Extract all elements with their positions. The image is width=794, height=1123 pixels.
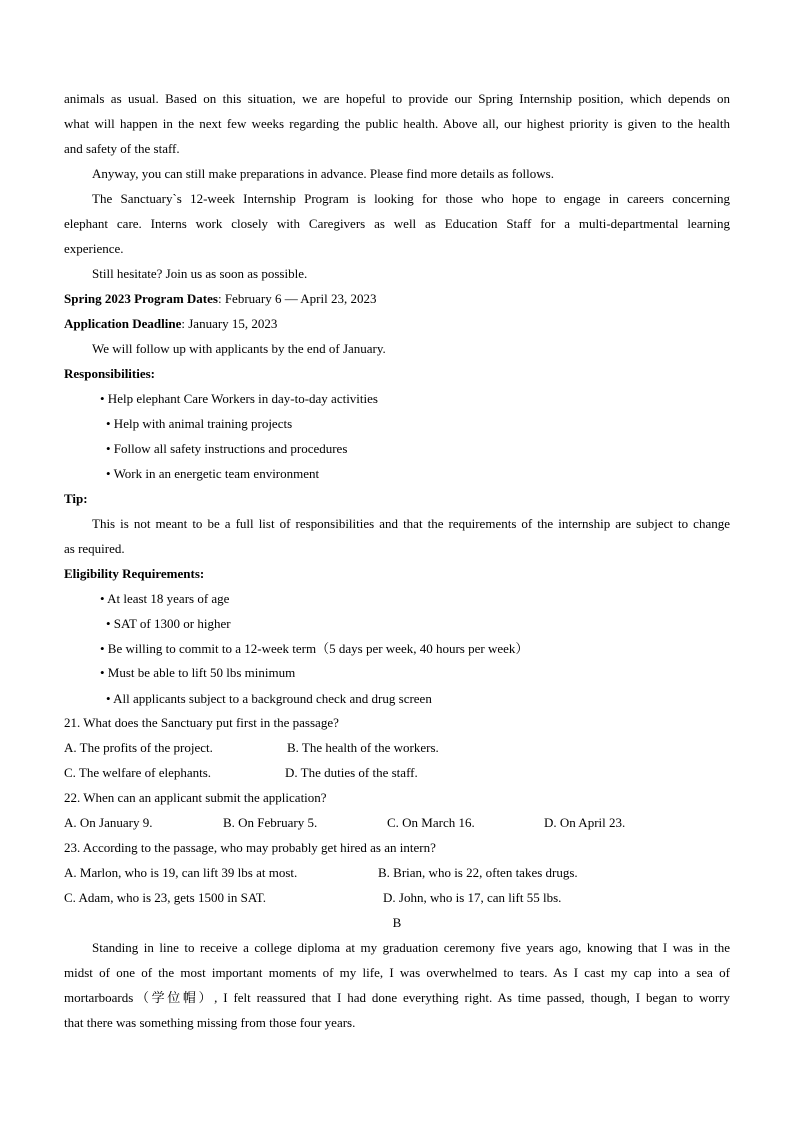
answer-option: D. On April 23.: [544, 815, 626, 830]
answer-option: D. John, who is 17, can lift 55 lbs.: [383, 890, 562, 905]
paragraph-line: Still hesitate? Join us as soon as possible.: [92, 266, 308, 281]
paragraph-line: midst of one of the most important moments of my life, I was overwhelmed to tears. As I cast my cap into a sea of: [64, 965, 730, 980]
answer-option: C. The welfare of elephants.: [64, 765, 212, 780]
deadline-value: : January 15, 2023: [181, 316, 278, 331]
eligibility-heading: Eligibility Requirements:: [64, 566, 205, 581]
answer-option: A. The profits of the project.: [64, 740, 213, 755]
list-item: • Work in an energetic team environment: [106, 466, 320, 481]
paragraph-line: mortarboards（学位帽）, I felt reassured that I had done everything right. As time passed, though, I began to worry: [64, 990, 730, 1005]
list-item: • All applicants subject to a background check and drug screen: [106, 691, 432, 706]
answer-option: D. The duties of the staff.: [285, 765, 418, 780]
paragraph-line: and safety of the staff.: [64, 141, 180, 156]
question-stem: 21. What does the Sanctuary put first in the passage?: [64, 715, 339, 730]
section-heading: [64, 366, 730, 382]
paragraph-line: what will happen in the next few weeks regarding the public health. Above all, our highest priority is given to the health: [64, 116, 730, 131]
list-item: • At least 18 years of age: [100, 591, 230, 606]
answer-option: C. Adam, who is 23, gets 1500 in SAT.: [64, 890, 266, 905]
tip-heading: Tip:: [64, 491, 88, 506]
responsibilities-heading: Responsibilities:: [64, 366, 156, 381]
list-item: • Be willing to commit to a 12-week term（5 days per week, 40 hours per week）: [100, 641, 529, 656]
deadline-label: Application Deadline: [64, 316, 182, 331]
paragraph-line: Anyway, you can still make preparations in advance. Please find more details as follows.: [92, 166, 554, 181]
paragraph-line: This is not meant to be a full list of responsibilities and that the requirements of the internship are subject to change: [92, 516, 730, 531]
program-dates-value: : February 6 — April 23, 2023: [217, 291, 377, 306]
section-label: B: [392, 915, 402, 930]
follow-up-line: We will follow up with applicants by the end of January.: [92, 341, 386, 356]
paragraph-line: The Sanctuary`s 12-week Internship Program is looking for those who hope to engage in careers concerning: [92, 191, 730, 206]
answer-option: C. On March 16.: [387, 815, 475, 830]
program-dates-line: [64, 291, 730, 307]
list-item: • Follow all safety instructions and procedures: [106, 441, 348, 456]
section-heading: [64, 491, 730, 507]
list-item: • Help elephant Care Workers in day-to-day activities: [100, 391, 378, 406]
paragraph-line: as required.: [64, 541, 125, 556]
question-stem: 22. When can an applicant submit the application?: [64, 790, 327, 805]
answer-option: B. On February 5.: [223, 815, 318, 830]
paragraph-line: that there was something missing from those four years.: [64, 1015, 356, 1030]
answer-option: B. The health of the workers.: [287, 740, 439, 755]
paragraph-line: Standing in line to receive a college diploma at my graduation ceremony five years ago, knowing that I was in the: [92, 940, 730, 955]
answer-option: A. On January 9.: [64, 815, 153, 830]
deadline-line: [64, 316, 730, 332]
program-dates-label: Spring 2023 Program Dates: [64, 291, 218, 306]
question-stem: 23. According to the passage, who may probably get hired as an intern?: [64, 840, 436, 855]
list-item: • SAT of 1300 or higher: [106, 616, 231, 631]
list-item: • Must be able to lift 50 lbs minimum: [100, 665, 296, 680]
answer-option: A. Marlon, who is 19, can lift 39 lbs at most.: [64, 865, 298, 880]
paragraph-line: elephant care. Interns work closely with Caregivers as well as Education Staff for a multi-departmental learning: [64, 216, 730, 231]
paragraph-line: experience.: [64, 241, 124, 256]
paragraph-line: animals as usual. Based on this situation, we are hopeful to provide our Spring Internship position, which depends on: [64, 91, 730, 106]
section-heading: [64, 566, 730, 582]
answer-option: B. Brian, who is 22, often takes drugs.: [378, 865, 578, 880]
list-item: • Help with animal training projects: [106, 416, 293, 431]
